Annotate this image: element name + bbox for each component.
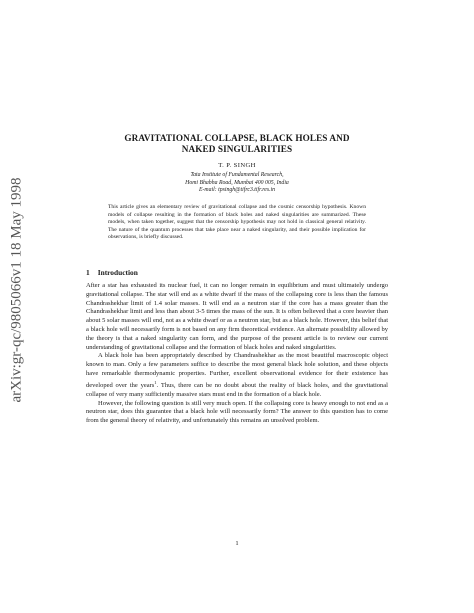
section-title: Introduction xyxy=(97,268,138,277)
paragraph-1: After a star has exhausted its nuclear fuel, it can no longer remain in equilibrium and must ultimately undergo gravitational collapse. The star will end as a white dwarf if the mass of the collapsing core is less than the famous Chandrashekhar limit of 1.4 solar masses. It will end as a neutron star if the core has a mass greater than the Chandrashekhar limit and less than about 3-5 times the mass of the sun. It is often believed that a core heavier than about 5 solar masses will end, not as a white dwarf or as a neutron star, but as a black hole. However, this belief that a black hole will necessarily form is not based on any firm theoretical evidence. An alternate possibility allowed by the theory is that a naked singularity can form, and the purpose of the present article is to review our current understanding of gravitational collapse and the formation of black holes and naked singularities. xyxy=(86,282,389,351)
affiliation-line-2: Homi Bhabha Road, Mumbai 400 005, India xyxy=(185,179,289,186)
section-heading xyxy=(86,268,138,277)
body-text xyxy=(86,282,388,426)
paragraph-2-continued: . Thus, there can be no doubt about the reality of black holes, and the gravitational collapse of very many sufficiently massive stars must end in the formation of a black hole. xyxy=(86,381,388,398)
title-line-1: GRAVITATIONAL COLLAPSE, BLACK HOLES AND xyxy=(124,133,350,143)
affiliation-email: E-mail: tpsingh@tifrc3.tifr.res.in xyxy=(198,187,276,194)
page-number: 1 xyxy=(235,540,239,547)
arxiv-stamp xyxy=(2,170,32,410)
author-name: T. P. SINGH xyxy=(218,162,256,169)
affiliation-line-1: Tata Institute of Fundamental Research, xyxy=(190,172,284,178)
affiliation xyxy=(60,172,414,195)
title-line-2: NAKED SINGULARITIES xyxy=(181,144,293,154)
paragraph-3: However, the following question is still very much open. If the collapsing core is heavy enough to not end as a neutron star, does this guarantee that a black hole will necessarily form? The answer to this question has to come from the general theory of relativity, and unfortunately this remains an unsolved problem. xyxy=(86,399,388,425)
abstract: This article gives an elementary review of gravitational collapse and the cosmic censorship hypothesis. Known models of collapse resulting in the formation of black holes and naked singularities are summarized. These models, when taken together, suggest that the censorship hypothesis may not hold in classical general relativity. The nature of the quantum processes that take place near a naked singularity, and their possible implication for observations, is briefly discussed. xyxy=(108,204,366,240)
paper-title xyxy=(60,133,414,155)
paragraph-2-text: A black hole has been appropriately described by Chandrashekhar as the most beautiful macroscopic object known to man. Only a few parameters suffice to describe the most general black hole solution, and these objects have remarkable thermodynamic properties. Further, excellent observational evidence for their existence has developed over the years xyxy=(86,352,388,389)
paragraph-2 xyxy=(86,352,388,399)
citation-ref: 1 xyxy=(154,379,157,385)
section-number: 1 xyxy=(86,268,90,277)
arxiv-id: arXiv:gr-qc/9805066v1 18 May 1998 xyxy=(8,177,25,403)
